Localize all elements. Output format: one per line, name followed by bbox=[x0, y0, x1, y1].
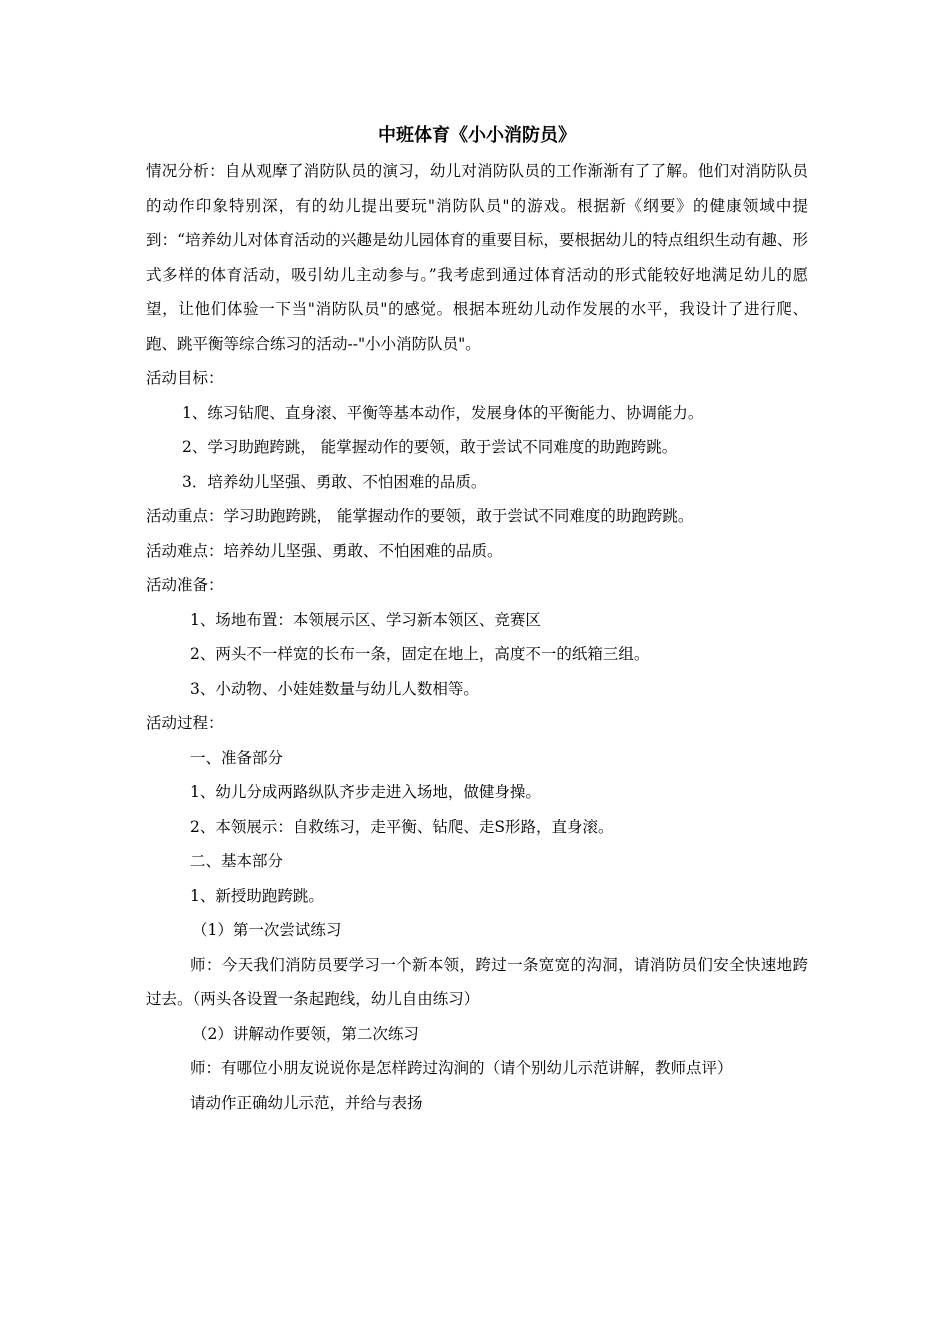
teacher-instruction-1: 师：今天我们消防员要学习一个新本领，跨过一条宽宽的沟洞，请消防员们安全快速地跨过去。（两头各设置一条起跑线，幼儿自由练习） bbox=[146, 955, 808, 1008]
process-part1-item-1: 1、幼儿分成两路纵队齐步走进入场地，做健身操。 bbox=[190, 783, 541, 801]
goal-item-2: 2、学习助跑跨跳， 能掌握动作的要领，敢于尝试不同难度的助跑跨跳。 bbox=[182, 438, 678, 456]
prep-item-2: 2、两头不一样宽的长布一条，固定在地上，高度不一的纸箱三组。 bbox=[190, 645, 650, 663]
activity-focus: 活动重点：学习助跑跨跳， 能掌握动作的要领，敢于尝试不同难度的助跑跨跳。 bbox=[146, 507, 694, 525]
situation-analysis: 情况分析：自从观摩了消防队员的演习，幼儿对消防队员的工作渐渐有了了解。他们对消防队员的动作印象特别深，有的幼儿提出要玩"消防队员"的游戏。根据新《纲要》的健康领域中提到：“培养幼儿对体育活动的兴趣是幼儿园体育的重要目标，要根据幼儿的特点组织生动有趣、形式多样的体育活动，吸引幼儿主动参与。”我考虑到通过体育活动的形式能较好地满足幼儿的愿望，让他们体验一下当"消防队员"的感觉。根据本班幼儿动作发展的水平，我设计了进行爬、跑、跳平衡等综合练习的活动--"小小消防队员"。 bbox=[146, 162, 808, 353]
document-title: 中班体育《小小消防员》 bbox=[378, 125, 576, 146]
process-step-1: （1）第一次尝试练习 bbox=[192, 921, 342, 939]
process-part-1: 一、准备部分 bbox=[190, 748, 284, 767]
demo-note: 请动作正确幼儿示范，并给与表扬 bbox=[190, 1093, 423, 1112]
process-part1-item-2: 2、本领展示：自救练习，走平衡、钻爬、走S形路，直身滚。 bbox=[190, 817, 614, 836]
prep-heading: 活动准备： bbox=[146, 576, 224, 594]
activity-difficulty: 活动难点：培养幼儿坚强、勇敢、不怕困难的品质。 bbox=[146, 541, 503, 560]
process-step-2: （2）讲解动作要领，第二次练习 bbox=[192, 1024, 419, 1043]
process-heading: 活动过程： bbox=[146, 714, 224, 732]
process-part2-item-1: 1、新授助跑跨跳。 bbox=[190, 886, 324, 905]
prep-item-1: 1、场地布置：本领展示区、学习新本领区、竞赛区 bbox=[190, 610, 541, 629]
process-part-2: 二、基本部分 bbox=[190, 852, 284, 870]
document-page bbox=[146, 118, 808, 1120]
teacher-instruction-2: 师：有哪位小朋友说说你是怎样跨过沟涧的（请个别幼儿示范讲解，教师点评） bbox=[190, 1059, 733, 1077]
goals-heading: 活动目标： bbox=[146, 369, 224, 387]
goal-item-1: 1、练习钻爬、直身滚、平衡等基本动作，发展身体的平衡能力、协调能力。 bbox=[182, 403, 704, 422]
prep-item-3: 3、小动物、小娃娃数量与幼儿人数相等。 bbox=[190, 679, 479, 698]
goal-item-3: 3．培养幼儿坚强、勇敢、不怕困难的品质。 bbox=[182, 472, 487, 491]
